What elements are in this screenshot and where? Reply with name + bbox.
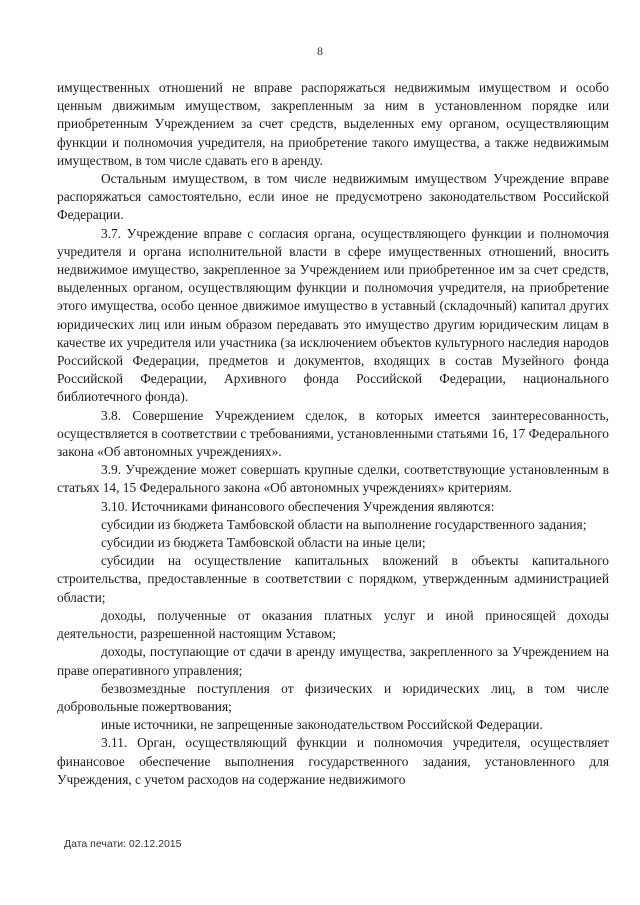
list-item: доходы, полученные от оказания платных услуг и иной приносящей доходы деятельности, разрешенной настоящим Уставом;: [57, 607, 609, 642]
paragraph-other-property: Остальным имуществом, в том числе недвижимым имуществом Учреждение вправе распоряжаться самостоятельно, если иное не предусмотрено законодательством Российской Федерации.: [57, 171, 609, 223]
list-item: иные источники, не запрещенные законодательством Российской Федерации.: [101, 717, 543, 733]
paragraph-continuation: имущественных отношений не вправе распоряжаться недвижимым имуществом и особо ценным движимым имуществом, закрепленным за ним в установленном порядке или приобретенным Учреждением за счет средств, выделенных ему органом, осуществляющим функции и полномочия учредителя, на приобретение такого имущества, а также недвижимым имуществом, в том числе сдавать его в аренду.: [57, 80, 609, 168]
list-item: доходы, поступающие от сдачи в аренду имущества, закрепленного за Учреждением на праве оперативного управления;: [57, 644, 609, 678]
paragraph-3-9: 3.9. Учреждение может совершать крупные сделки, соответствующие установленным в статьях 14, 15 Федерального закона «Об автономных учреждениях» критериям.: [57, 462, 609, 496]
paragraph-3-7: 3.7. Учреждение вправе с согласия органа, осуществляющего функции и полномочия учредителя и органа исполнительной власти в сфере имущественных отношений, вносить недвижимое имущество, закрепленное за Учреждением или приобретенное им за счет средств, выделенных органом, осуществляющим функции и полномочия учредителя, на приобретение этого имущества, особо ценное движимое имущество в уставный (складочный) капитал других юридических лиц или иным образом передавать это имущество другим юридическим лицам в качестве их учредителя или участника (за исключением объектов культурного наследия народов Российской Федерации, предметов и документов, входящих в состав Музейного фонда Российской Федерации, Архивного фонда Российской Федерации, национального библиотечного фонда).: [57, 225, 609, 405]
list-item: субсидии на осуществление капитальных вложений в объекты капитального строительства, предоставленные в соответствии с порядком, утвержденным администрацией области;: [57, 553, 609, 605]
page-number: 8: [317, 44, 323, 58]
list-item: субсидии из бюджета Тамбовской области на иные цели;: [101, 535, 426, 551]
paragraph-3-11: 3.11. Орган, осуществляющий функции и полномочия учредителя, осуществляет финансовое обеспечение выполнения государственного задания, установленного для Учреждения, с учетом расходов на содержание недвижимого: [57, 735, 609, 787]
document-body: [57, 79, 609, 789]
print-date-footer: Дата печати: 02.12.2015: [64, 838, 182, 850]
list-item: субсидии из бюджета Тамбовской области на выполнение государственного задания;: [101, 516, 587, 532]
paragraph-3-10: 3.10. Источниками финансового обеспечения Учреждения являются:: [101, 498, 495, 514]
list-item: безвозмездные поступления от физических и юридических лиц, в том числе добровольные пожертвования;: [57, 680, 609, 714]
paragraph-3-8: 3.8. Совершение Учреждением сделок, в которых имеется заинтересованность, осуществляется в соответствии с требованиями, установленными статьями 16, 17 Федерального закона «Об автономных учреждениях».: [57, 407, 609, 460]
